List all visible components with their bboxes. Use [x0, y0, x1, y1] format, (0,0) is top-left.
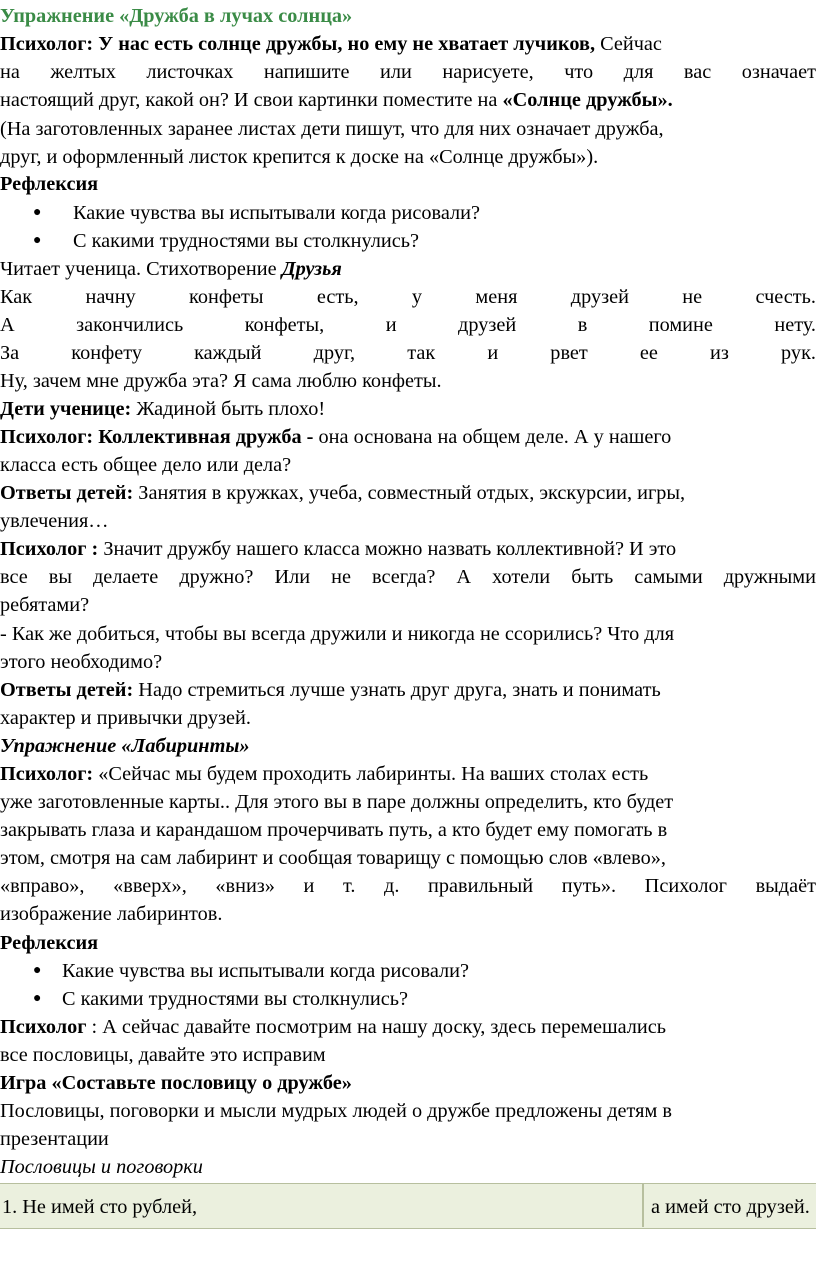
poem-line: Как начну конфеты есть, у меня друзей не счесть.: [0, 286, 816, 308]
paragraph-line: [0, 86, 673, 114]
proverbs-table: [0, 1183, 816, 1229]
reflection-heading: Рефлексия: [0, 932, 99, 954]
psychologist-label: Психолог: У нас есть солнце дружбы, но ему не хватает лучиков,: [0, 33, 596, 55]
paragraph-text: она основана на общем деле. А у нашего: [318, 426, 672, 448]
poem-title: Друзья: [281, 258, 342, 280]
paragraph-line: все пословицы, давайте это исправим: [0, 1044, 326, 1066]
exercise-heading: Упражнение «Лабиринты»: [0, 735, 250, 757]
paragraph-line: закрывать глаза и карандашом прочерчивать путь, а кто будет ему помогать в: [0, 819, 668, 841]
bullet-item: [0, 199, 816, 227]
paragraph-text: Надо стремиться лучше узнать друг друга, знать и понимать: [133, 679, 661, 701]
paragraph-line: Пословицы, поговорки и мысли мудрых людей о дружбе предложены детям в: [0, 1100, 672, 1122]
speaker-label: Психолог:: [0, 763, 94, 785]
paragraph-text: Жадиной быть плохо!: [131, 398, 326, 420]
poem-line: За конфету каждый друг, так и рвет ее из рук.: [0, 342, 816, 364]
paragraph-line: [0, 535, 676, 563]
proverbs-subheading: Пословицы и поговорки: [0, 1156, 203, 1178]
exercise-heading: Упражнение «Дружба в лучах солнца»: [0, 5, 353, 27]
paragraph-line: (На заготовленных заранее листах дети пишут, что для них означает дружба,: [0, 118, 664, 140]
paragraph-line: друг, и оформленный листок крепится к доске на «Солнце дружбы»).: [0, 146, 599, 168]
paragraph-line: [0, 395, 325, 423]
paragraph-line: уже заготовленные карты.. Для этого вы в паре должны определить, кто будет: [0, 791, 674, 813]
paragraph-line: характер и привычки друзей.: [0, 707, 251, 729]
paragraph-line: [0, 1013, 666, 1041]
paragraph-line: увлечения…: [0, 510, 109, 532]
paragraph-text: : А сейчас давайте посмотрим на нашу доску, здесь перемешались: [86, 1016, 666, 1038]
paragraph-line: [0, 676, 661, 704]
bullet-text: Какие чувства вы испытывали когда рисовали?: [62, 960, 469, 982]
paragraph-line: этого необходимо?: [0, 651, 163, 673]
paragraph-text: Сейчас: [595, 33, 662, 55]
bullet-icon: ●: [33, 991, 42, 1006]
paragraph-text: настоящий друг, какой он? И свои картинки поместите на: [0, 89, 503, 111]
paragraph-line: этом, смотря на сам лабиринт и сообщая товарищу с помощью слов «влево»,: [0, 847, 666, 869]
paragraph-line: на желтых листочках напишите или нарисуете, что для вас означает: [0, 61, 816, 83]
paragraph-line: [0, 423, 671, 451]
paragraph-line: класса есть общее дело или дела?: [0, 454, 292, 476]
speaker-label: Психолог :: [0, 538, 99, 560]
bullet-icon: ●: [33, 963, 42, 978]
bullet-item: [0, 957, 816, 985]
table-cell-start: 1. Не имей сто рублей,: [2, 1196, 198, 1218]
paragraph-line: - Как же добиться, чтобы вы всегда дружили и никогда не ссорились? Что для: [0, 623, 675, 645]
game-heading: Игра «Составьте пословицу о дружбе»: [0, 1072, 352, 1094]
paragraph-line: [0, 30, 662, 58]
speaker-label: Психолог: [0, 1016, 87, 1038]
poem-intro: [0, 255, 342, 283]
speaker-label: Психолог: Коллективная дружба -: [0, 426, 319, 448]
bullet-item: [0, 227, 816, 255]
speaker-label: Ответы детей:: [0, 679, 134, 701]
paragraph-line: ребятами?: [0, 594, 90, 616]
paragraph-line: презентации: [0, 1128, 109, 1150]
paragraph-text: Читает ученица. Стихотворение: [0, 258, 282, 280]
poem-line: А закончились конфеты, и друзей в помине нету.: [0, 314, 816, 336]
paragraph-line: [0, 760, 648, 788]
bullet-text: Какие чувства вы испытывали когда рисовали?: [73, 202, 480, 224]
paragraph-line: все вы делаете дружно? Или не всегда? А хотели быть самыми дружными: [0, 566, 816, 588]
reflection-heading: Рефлексия: [0, 173, 99, 195]
paragraph-text: «Сейчас мы будем проходить лабиринты. На ваших столах есть: [93, 763, 649, 785]
speaker-label: Ответы детей:: [0, 482, 134, 504]
paragraph-line: «вправо», «вверх», «вниз» и т. д. правильный путь». Психолог выдаёт: [0, 875, 816, 897]
sun-of-friendship-bold: «Солнце дружбы».: [502, 89, 673, 111]
paragraph-line: изображение лабиринтов.: [0, 903, 223, 925]
speaker-label: Дети ученице:: [0, 398, 132, 420]
table-divider: [642, 1184, 644, 1227]
paragraph-line: [0, 479, 685, 507]
paragraph-text: Значит дружбу нашего класса можно назвать коллективной? И это: [98, 538, 677, 560]
bullet-icon: ●: [33, 205, 42, 220]
bullet-text: С какими трудностями вы столкнулись?: [62, 988, 409, 1010]
poem-line: Ну, зачем мне дружба эта? Я сама люблю конфеты.: [0, 370, 442, 392]
bullet-icon: ●: [33, 233, 42, 248]
bullet-text: С какими трудностями вы столкнулись?: [73, 230, 420, 252]
table-cell-end: а имей сто друзей.: [651, 1196, 810, 1218]
paragraph-text: Занятия в кружках, учеба, совместный отдых, экскурсии, игры,: [133, 482, 686, 504]
bullet-item: [0, 985, 816, 1013]
